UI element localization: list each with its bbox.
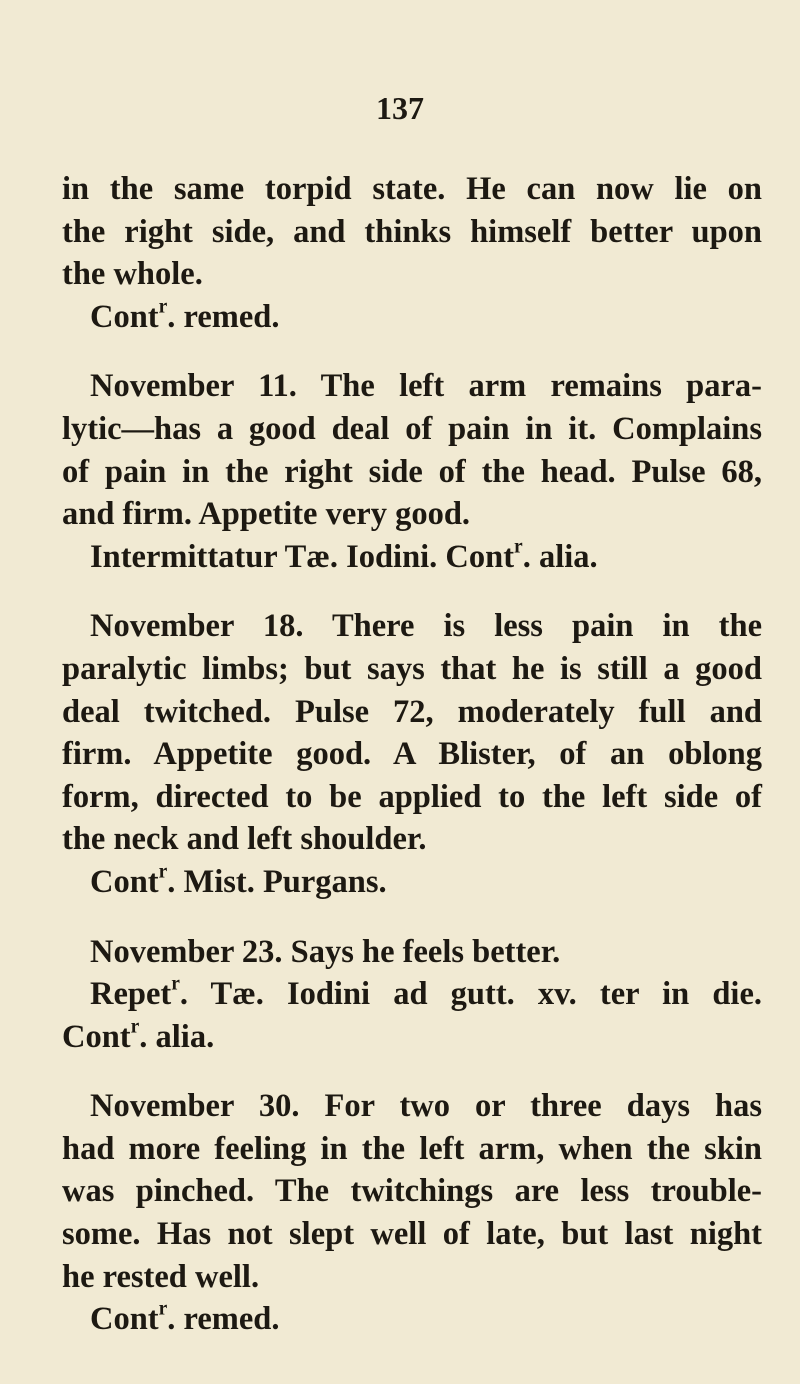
text-segment: form, directed to be applied to the left side of [62, 778, 762, 815]
text-line [62, 493, 762, 536]
text-line [62, 648, 762, 691]
page-number: 137 [376, 90, 424, 126]
text-line [62, 1016, 762, 1059]
superscript: r [171, 973, 180, 995]
text-segment: the neck and left shoulder. [62, 821, 427, 858]
text-line [62, 818, 762, 861]
text-line [62, 365, 762, 408]
text-segment: the right side, and thinks himself better upon [62, 213, 762, 250]
text-segment: . remed. [167, 1301, 280, 1338]
text-segment: and firm. Appetite very good. [62, 496, 471, 533]
text-line [62, 1298, 762, 1341]
text-segment: . alia. [522, 538, 598, 575]
text-segment: . alia. [139, 1018, 215, 1055]
body-text [62, 168, 762, 1341]
text-segment: . remed. [167, 298, 280, 335]
text-line [62, 451, 762, 494]
text-segment: Cont [62, 1018, 131, 1055]
text-segment: was pinched. The twitchings are less trouble- [62, 1173, 762, 1210]
text-line [62, 691, 762, 734]
superscript: r [514, 536, 523, 558]
text-line [62, 1128, 762, 1171]
text-segment: November 11. The left arm remains para- [90, 368, 762, 405]
text-line [62, 605, 762, 648]
superscript: r [158, 1298, 168, 1320]
text-segment: Cont [90, 298, 159, 335]
text-line [62, 253, 762, 296]
paragraph-gap [62, 578, 762, 605]
text-line [62, 1213, 762, 1256]
text-line [62, 1170, 762, 1213]
text-line [62, 973, 762, 1016]
text-segment: he rested well. [62, 1258, 260, 1295]
text-line [62, 536, 762, 579]
text-segment: deal twitched. Pulse 72, moderately full and [62, 693, 762, 730]
text-segment: the whole. [62, 256, 203, 293]
text-line [62, 931, 762, 974]
text-line [62, 861, 762, 904]
text-line [62, 296, 762, 339]
text-line [62, 1085, 762, 1128]
superscript: r [158, 861, 168, 883]
paragraph [62, 931, 762, 1059]
text-segment: November 18. There is less pain in the [90, 608, 762, 645]
text-segment: some. Has not slept well of late, but last night [62, 1216, 762, 1253]
text-line [62, 776, 762, 819]
text-line [62, 733, 762, 776]
superscript: r [130, 1016, 140, 1038]
text-segment: Cont [90, 863, 159, 900]
text-line [62, 168, 762, 211]
text-segment: in the same torpid state. He can now lie on [62, 171, 762, 207]
text-segment: firm. Appetite good. A Blister, of an oblong [62, 736, 762, 773]
text-segment: lytic—has a good deal of pain in it. Complains [62, 410, 762, 447]
text-segment: Intermittatur Tæ. Iodini. Cont [90, 538, 515, 575]
text-segment: of pain in the right side of the head. Pulse 68, [62, 453, 762, 490]
text-segment: Repet [90, 976, 172, 1013]
paragraph-gap [62, 904, 762, 931]
paragraph-gap [62, 338, 762, 365]
text-segment: . Mist. Purgans. [167, 863, 387, 900]
text-segment: Cont [90, 1301, 159, 1338]
text-segment: had more feeling in the left arm, when the skin [62, 1130, 762, 1167]
text-line [62, 408, 762, 451]
paragraph [62, 605, 762, 903]
text-segment: November 23. Says he feels better. [90, 933, 561, 970]
text-line [62, 1256, 762, 1299]
text-segment: . Tæ. Iodini ad gutt. xv. ter in die. [179, 976, 762, 1013]
paragraph [62, 365, 762, 578]
superscript: r [158, 296, 168, 318]
paragraph [62, 168, 762, 338]
text-segment: paralytic limbs; but says that he is still a good [62, 650, 762, 687]
paragraph [62, 1085, 762, 1341]
text-line [62, 211, 762, 254]
text-segment: November 30. For two or three days has [90, 1088, 762, 1125]
paragraph-gap [62, 1058, 762, 1085]
